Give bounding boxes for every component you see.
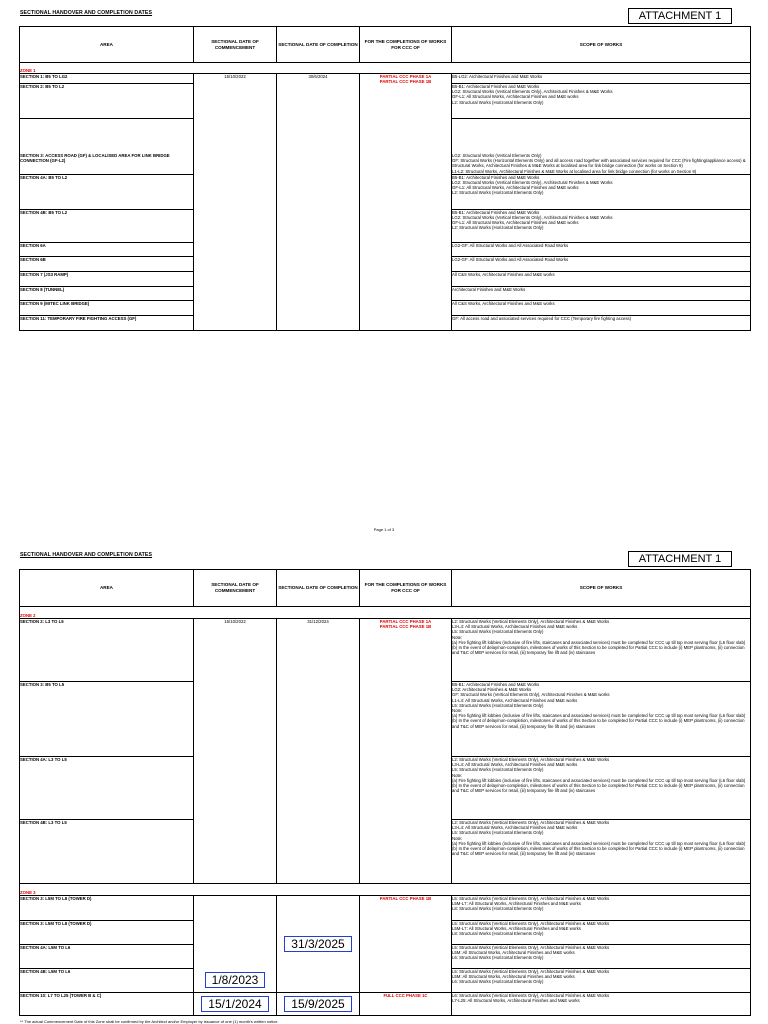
scope-line: (b) In the event of delay/non-completion, milestones of works of this Section to be completed for Partial CCC to include (i) MEP plantrooms, (ii) connection and T&C of MEP services for retail, (iii) temporary fire lift and (iv) staircases	[452, 783, 745, 794]
col-ccc: FOR THE COMPLETIONS OF WORKS FOR CCC OF	[360, 570, 452, 607]
scope-line: L1-L2: Structural Works, Architectural Finishes & M&E Works at localised area for link bridge connection (for works on Section 9)	[452, 168, 697, 174]
scope-line: L1-L4: All Structural Works, Architectural Finishes and M&E works	[452, 697, 578, 703]
area-cell: SECTION 4B: L5M TO L6	[20, 969, 194, 993]
commencement-date-1	[194, 896, 277, 993]
completion-date-1	[277, 896, 360, 993]
area-cell: SECTION 3: L5M TO L8 (TOWER D)	[20, 896, 194, 921]
scope-line: GF: Structural Works (Vertical Elements Only), Architectural Finishes & M&E works	[452, 692, 610, 698]
table-row	[20, 896, 751, 921]
scope-line: L5: Structural Works (Horizontal Elements Only)	[452, 702, 544, 708]
commencement-date-2	[194, 993, 277, 1016]
scope-line: L7-L25: All Structural Works, Architectural Finishes and M&E works	[452, 998, 580, 1004]
completion-date-stamp: 31/3/2025	[284, 936, 351, 952]
scope-line: All C&S Works, Architectural Finishes and M&E works	[452, 271, 555, 277]
scope-line: L2: Structural Works (Vertical Elements Only), Architectural Finishes & M&E Works	[452, 757, 610, 762]
col-area: AREA	[20, 570, 194, 607]
scope-line: B5-B1: Architectural Finishes and M&E Works	[452, 209, 540, 215]
table-row	[20, 993, 751, 1016]
scope-line: L5M-L7: All Structural Works, Architectural Finishes and M&E works	[452, 901, 581, 907]
commencement-date-stamp: 15/1/2024	[201, 996, 268, 1012]
scope-line: B5-LG2: Architectural Finishes and M&E Works	[452, 74, 543, 79]
area-cell: SECTION 4A: B5 TO L2	[20, 174, 194, 209]
scope-line: L8: Structural Works (Horizontal Elements Only)	[452, 906, 544, 912]
scope-line: GF-L1: All Structural Works, Architectural Finishes and M&E works	[452, 220, 579, 226]
commencement-date: 15/10/2022	[194, 619, 277, 884]
scope-line: Note:	[452, 708, 463, 714]
scope-cell	[452, 256, 751, 271]
scope-cell	[452, 969, 751, 993]
scope-line: L5M: All Structural Works, Architectural Finishes and M&E works	[452, 974, 575, 980]
scope-line: LG2: Structural Works (Vertical Elements Only), Architectural Finishes & M&E Works	[452, 180, 613, 186]
scope-cell	[452, 619, 751, 682]
ccc-phase-b: PARTIAL CCC PHASE 1B	[379, 79, 432, 85]
page-heading: SECTIONAL HANDOVER AND COMPLETION DATES	[20, 552, 153, 558]
ccc-phase-a: PARTIAL CCC PHASE 1A	[379, 619, 432, 624]
area-cell: SECTION 10: L7 TO L25 (TOWER B & C)	[20, 993, 194, 1016]
area-cell: SECTION 4B: B5 TO L2	[20, 209, 194, 242]
area-cell: SECTION 8 (TUNNEL)	[20, 286, 194, 300]
zone-3-label: ZONE 3	[20, 884, 751, 896]
scope-line: GF: Structural Works (Horizontal Elements Only) and all access road together with associated services required for CCC (Fire fighting/appliance access) & Structural Works, Architectural Finishes & M&E Works at localised area for link bridge connection (for works on Section 9)	[452, 158, 746, 169]
area-cell: SECTION 3: L5M TO L8 (TOWER D)	[20, 921, 194, 945]
scope-cell	[452, 84, 751, 119]
col-completion: SECTIONAL DATE OF COMPLETION	[277, 570, 360, 607]
scope-line: L5M-L7: All Structural Works, Architectural Finishes and M&E works	[452, 926, 581, 932]
zone-2-label: ZONE 2	[20, 607, 751, 619]
scope-line: Note:	[452, 634, 463, 640]
commencement-date-stamp: 1/8/2023	[205, 972, 266, 988]
scope-line: LG2: Structural Works (Vertical Elements Only), Architectural Finishes & M&E Works	[452, 89, 613, 95]
area-cell: SECTION 1: B5 TO LG2	[20, 74, 194, 84]
scope-line: B5-B1: Architectural Finishes and M&E Works	[452, 174, 540, 180]
scope-line: L5: Structural Works (Horizontal Elements Only)	[452, 830, 544, 836]
col-commencement: SECTIONAL DATE OF COMMENCEMENT	[194, 27, 277, 63]
completion-date-stamp: 15/9/2025	[284, 996, 351, 1012]
area-cell: SECTION 9 (MITEC LINK BRIDGE)	[20, 300, 194, 315]
header-row	[20, 27, 751, 63]
col-scope: SCOPE OF WORKS	[452, 570, 751, 607]
scope-line: Note:	[452, 835, 463, 841]
commencement-date: 15/10/2022	[194, 74, 277, 331]
scope-line: B5-B1: Architectural Finishes and M&E Works	[452, 682, 540, 687]
scope-line: L5: Structural Works (Vertical Elements Only), Architectural Finishes & M&E Works	[452, 945, 610, 950]
scope-cell	[452, 820, 751, 884]
scope-line: LG2: Architectural Finishes & M&E Works	[452, 687, 532, 693]
col-completion: SECTIONAL DATE OF COMPLETION	[277, 27, 360, 63]
scope-line: LG2: Structural Works (Vertical Elements Only)	[452, 153, 542, 158]
scope-line: LG2: Structural Works (Vertical Elements Only), Architectural Finishes & M&E Works	[452, 215, 613, 221]
area-cell: SECTION 4B: L3 TO L5	[20, 820, 194, 884]
scope-line: L3-L4: All Structural Works, Architectural Finishes and M&E works	[452, 624, 578, 630]
scope-line: Note:	[452, 772, 463, 778]
scope-line: (b) In the event of delay/non-completion, milestones of works of this Section to be completed for Partial CCC to include (i) MEP plantrooms, (ii) connection and T&C of MEP services for retail, (iii) temporary fire lift and (iv) staircases	[452, 718, 745, 729]
header-row	[20, 570, 751, 607]
scope-line: L3-L4: All Structural Works, Architectural Finishes and M&E works	[452, 825, 578, 831]
scope-cell	[452, 921, 751, 945]
scope-line: L3-L4: All Structural Works, Architectural Finishes and M&E works	[452, 762, 578, 768]
completion-date: 31/12/2024	[277, 619, 360, 884]
scope-line: L5: Structural Works (Horizontal Elements Only)	[452, 767, 544, 773]
attachment-label: ATTACHMENT 1	[628, 8, 732, 24]
area-cell: SECTION 2: B5 TO L2	[20, 84, 194, 119]
scope-cell	[452, 300, 751, 315]
area-cell: SECTION 3: ACCESS ROAD (GF) & LOCALISED AREA FOR LINK BRIDGE CONNECTION (GF-L2)	[20, 119, 194, 175]
scope-line: Architectural Finishes and M&E Works	[452, 286, 526, 292]
scope-line: LG2-GF: All Structural Works and All Associated Road Works	[452, 256, 569, 262]
footnote: ** The actual Commencement Date of this Zone shall be confirmed by the Architect and/or Employer by issuance of one (1) month's written notice.	[20, 1019, 279, 1024]
ccc-phase-a: PARTIAL CCC PHASE 1A	[379, 74, 432, 79]
completion-date: 30/6/2024	[277, 74, 360, 331]
completion-date-2	[277, 993, 360, 1016]
scope-line: (a) Fire fighting lift lobbies (inclusive of fire lifts, staircases and associated services) must be completed for CCC up till top most serving floor (L6 floor slab)	[452, 639, 746, 645]
scope-line: (b) In the event of delay/non-completion, milestones of works of this Section to be completed for Partial CCC to include (i) MEP plantrooms, (ii) connection and T&C of MEP services for retail, (iii) temporary fire lift and (iv) staircases	[452, 645, 745, 656]
scope-line: GF-L1: All Structural Works, Architectural Finishes and M&E works	[452, 94, 579, 100]
scope-line: (b) In the event of delay/non-completion, milestones of works of this Section to be completed for Partial CCC to include (i) MEP plantrooms, (ii) connection and T&C of MEP services for retail, (iii) temporary fire lift and (iv) staircases	[452, 846, 745, 857]
scope-line: L5: Structural Works (Horizontal Elements Only)	[452, 629, 544, 635]
area-cell: SECTION 2: L3 TO L5	[20, 619, 194, 682]
scope-line: L6: Structural Works (Vertical Elements Only), Architectural Finishes & M&E Works	[452, 993, 610, 998]
area-cell: SECTION 6B	[20, 256, 194, 271]
scope-line: L5M: All Structural Works, Architectural Finishes and M&E works	[452, 950, 575, 956]
col-scope: SCOPE OF WORKS	[452, 27, 751, 63]
scope-line: GF-L1: All Structural Works, Architectural Finishes and M&E works	[452, 185, 579, 191]
handover-table-zone2-3	[19, 569, 751, 1016]
scope-cell	[452, 286, 751, 300]
scope-line: L2: Structural Works (Horizontal Elements Only)	[452, 225, 544, 231]
area-cell: SECTION 3: B5 TO L5	[20, 682, 194, 757]
scope-line: L5: Structural Works (Vertical Elements Only), Architectural Finishes & M&E Works	[452, 896, 610, 901]
scope-cell	[452, 271, 751, 286]
handover-table-zone1	[19, 26, 751, 331]
page-2	[0, 545, 768, 1024]
scope-line: (a) Fire fighting lift lobbies (inclusive of fire lifts, staircases and associated services) must be completed for CCC up till top most serving floor (L6 floor slab)	[452, 777, 746, 783]
scope-cell	[452, 74, 751, 84]
ccc-phase-b: PARTIAL CCC PHASE 1B	[379, 624, 432, 630]
area-cell: SECTION 11: TEMPORARY FIRE FIGHTING ACCESS (GF)	[20, 315, 194, 330]
scope-cell	[452, 174, 751, 209]
scope-line: LG2-GF: All Structural Works and All Associated Road Works	[452, 242, 569, 248]
zone-1-label: ZONE 1	[20, 63, 751, 74]
scope-line: L5: Structural Works (Vertical Elements Only), Architectural Finishes & M&E Works	[452, 921, 610, 926]
col-area: AREA	[20, 27, 194, 63]
area-cell: SECTION 7 (JS3 RAMP)	[20, 271, 194, 286]
area-cell: SECTION 4A: L3 TO L5	[20, 757, 194, 820]
col-ccc: FOR THE COMPLETIONS OF WORKS FOR CCC OF	[360, 27, 452, 63]
scope-cell	[452, 315, 751, 330]
ccc-phase: PARTIAL CCC PHASE 1B	[360, 896, 452, 993]
scope-line: L2: Structural Works (Vertical Elements Only), Architectural Finishes & M&E Works	[452, 619, 610, 624]
scope-cell	[452, 993, 751, 1016]
area-cell: SECTION 4A: L5M TO L6	[20, 945, 194, 969]
col-commencement: SECTIONAL DATE OF COMMENCEMENT	[194, 570, 277, 607]
page-heading: SECTIONAL HANDOVER AND COMPLETION DATES	[20, 10, 153, 16]
ccc-phase	[360, 619, 452, 884]
attachment-label: ATTACHMENT 1	[628, 551, 732, 567]
scope-cell	[452, 209, 751, 242]
table-row	[20, 619, 751, 682]
scope-line: All C&S Works, Architectural Finishes and M&E works	[452, 300, 555, 306]
scope-line: (a) Fire fighting lift lobbies (inclusive of fire lifts, staircases and associated services) must be completed for CCC up till top most serving floor (L6 floor slab)	[452, 840, 746, 846]
ccc-phase: FULL CCC PHASE 1C	[360, 993, 452, 1016]
scope-cell	[452, 682, 751, 757]
table-row	[20, 74, 751, 84]
scope-line: L8: Structural Works (Horizontal Elements Only)	[452, 931, 544, 937]
scope-cell	[452, 945, 751, 969]
ccc-phase	[360, 74, 452, 331]
area-cell: SECTION 6A	[20, 242, 194, 256]
page-number: Page 1 of 3	[373, 527, 395, 532]
scope-line: L6: Structural Works (Horizontal Elements Only)	[452, 955, 544, 961]
scope-line: L2: Structural Works (Horizontal Elements Only)	[452, 190, 544, 196]
scope-cell	[452, 757, 751, 820]
scope-line: L5: Structural Works (Vertical Elements Only), Architectural Finishes & M&E Works	[452, 969, 610, 974]
scope-line: L2: Structural Works (Vertical Elements Only), Architectural Finishes & M&E Works	[452, 820, 610, 825]
scope-line: (a) Fire fighting lift lobbies (inclusive of fire lifts, staircases and associated services) must be completed for CCC up till top most serving floor (L6 floor slab)	[452, 713, 746, 719]
scope-line: B5-B1: Architectural Finishes and M&E Works	[452, 84, 540, 89]
scope-cell	[452, 119, 751, 175]
scope-cell	[452, 242, 751, 256]
scope-line: GF: All access road and associated services required for CCC (Temporary fire fighting access)	[452, 315, 632, 321]
scope-line: L2: Structural Works (Horizontal Elements Only)	[452, 99, 544, 105]
scope-cell	[452, 896, 751, 921]
scope-line: L6: Structural Works (Horizontal Elements Only)	[452, 979, 544, 985]
